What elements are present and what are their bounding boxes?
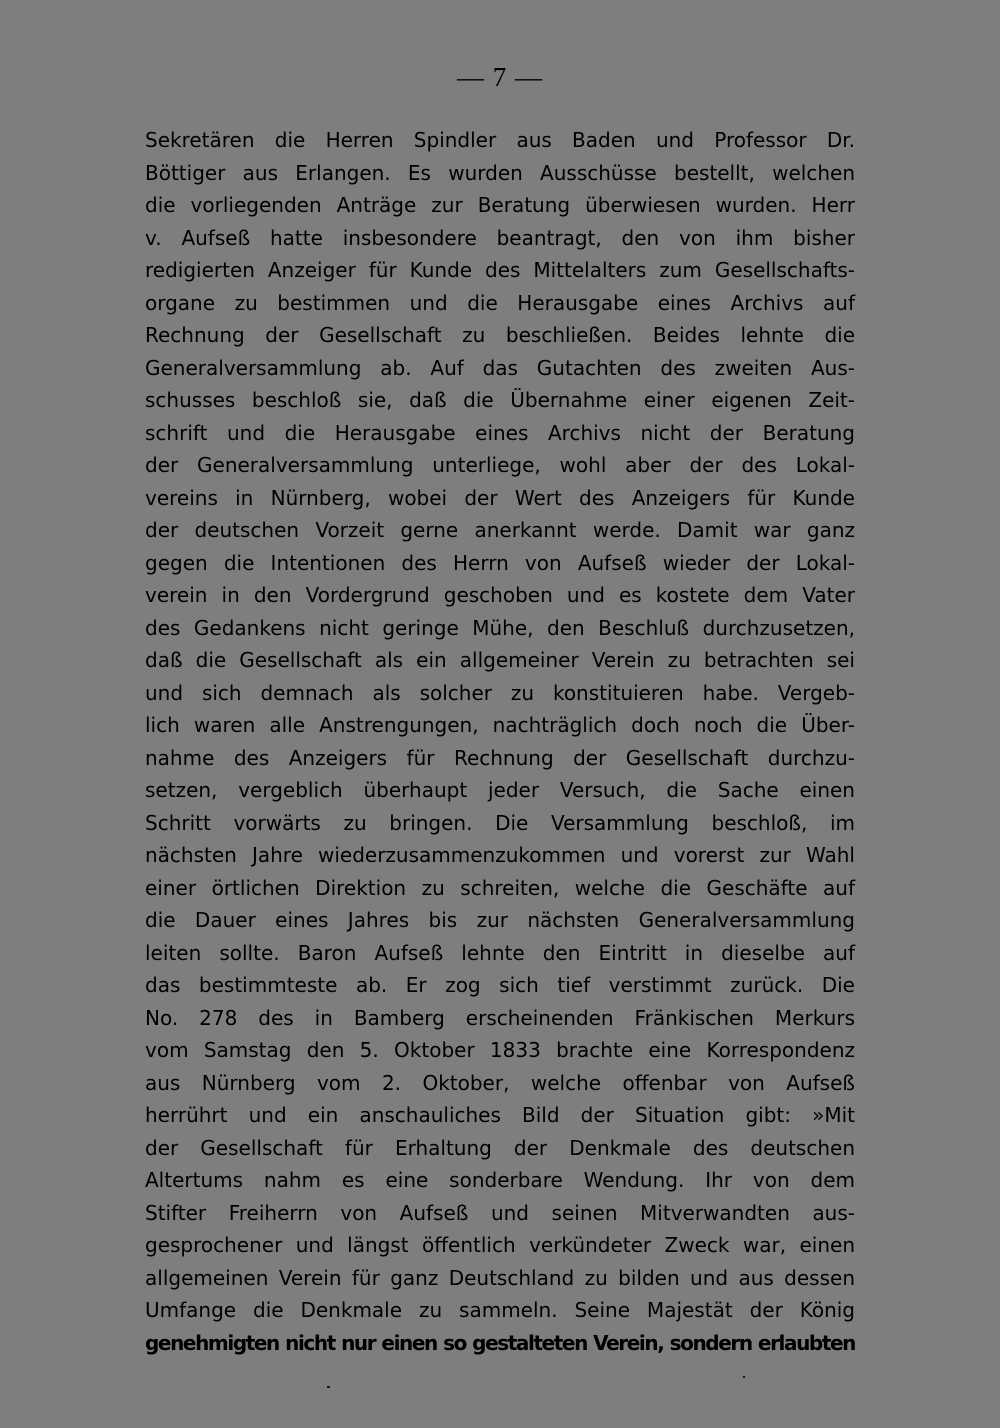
text-line: lich waren alle Anstrengungen, nachträglich doch noch die Über- bbox=[145, 713, 855, 737]
text-line: Sekretären die Herren Spindler aus Baden und Professor Dr. bbox=[145, 128, 855, 152]
text-line: Schritt vorwärts zu bringen. Die Versammlung beschloß, im bbox=[145, 810, 855, 835]
text-line: vom Samstag den 5. Oktober 1833 brachte eine Korrespondenz bbox=[145, 1038, 855, 1062]
page-number: — 7 — bbox=[457, 62, 543, 92]
text-line: des Gedankens nicht geringe Mühe, den Beschluß durchzusetzen, bbox=[145, 615, 855, 640]
text-line: Böttiger aus Erlangen. Es wurden Ausschüsse bestellt, welchen bbox=[145, 160, 855, 185]
text-line: die Dauer eines Jahres bis zur nächsten Generalversammlung bbox=[145, 908, 855, 932]
text-line: nahme des Anzeigers für Rechnung der Gesellschaft durchzu- bbox=[145, 745, 855, 770]
text-line: daß die Gesellschaft als ein allgemeiner Verein zu betrachten sei bbox=[145, 648, 855, 672]
text-line: die vorliegenden Anträge zur Beratung überwiesen wurden. Herr bbox=[145, 193, 855, 217]
text-line: gesprochener und längst öffentlich verkündeter Zweck war, einen bbox=[145, 1233, 855, 1257]
text-line: Stifter Freiherrn von Aufseß und seinen Mitverwandten aus- bbox=[145, 1200, 855, 1225]
text-line: schrift und die Herausgabe eines Archivs nicht der Beratung bbox=[145, 420, 855, 445]
text-line: Rechnung der Gesellschaft zu beschließen. Beides lehnte die bbox=[145, 323, 855, 347]
scan-speck bbox=[743, 1376, 745, 1378]
text-line: herrührt und ein anschauliches Bild der Situation gibt: »Mit bbox=[145, 1103, 855, 1127]
text-line: der Generalversammlung unterliege, wohl aber der des Lokal- bbox=[145, 453, 855, 477]
text-line: Umfange die Denkmale zu sammeln. Seine Majestät der König bbox=[145, 1298, 855, 1322]
text-line: setzen, vergeblich überhaupt jeder Versuch, die Sache einen bbox=[145, 778, 855, 802]
text-line: aus Nürnberg vom 2. Oktober, welche offenbar von Aufseß bbox=[145, 1070, 855, 1095]
text-line: schusses beschloß sie, daß die Übernahme einer eigenen Zeit- bbox=[145, 388, 855, 412]
text-line: No. 278 des in Bamberg erscheinenden Fränkischen Merkurs bbox=[145, 1005, 855, 1030]
text-line: Generalversammlung ab. Auf das Gutachten des zweiten Aus- bbox=[145, 355, 855, 380]
text-line: nächsten Jahre wiederzusammenzukommen und vorerst zur Wahl bbox=[145, 843, 855, 867]
scan-speck bbox=[327, 1386, 330, 1388]
text-line: allgemeinen Verein für ganz Deutschland zu bilden und aus dessen bbox=[145, 1265, 855, 1290]
text-line: gegen die Intentionen des Herrn von Aufseß wieder der Lokal- bbox=[145, 550, 855, 575]
text-line: genehmigten nicht nur einen so gestalteten Verein, sondern erlaubten bbox=[145, 1330, 855, 1355]
text-line: einer örtlichen Direktion zu schreiten, welche die Geschäfte auf bbox=[145, 875, 855, 900]
text-line: organe zu bestimmen und die Herausgabe eines Archivs auf bbox=[145, 290, 855, 315]
text-line: Altertums nahm es eine sonderbare Wendung. Ihr von dem bbox=[145, 1168, 855, 1192]
text-line: und sich demnach als solcher zu konstituieren habe. Vergeb- bbox=[145, 680, 855, 705]
body-text bbox=[145, 124, 855, 1359]
text-line: vereins in Nürnberg, wobei der Wert des Anzeigers für Kunde bbox=[145, 485, 855, 510]
text-line: v. Aufseß hatte insbesondere beantragt, den von ihm bisher bbox=[145, 225, 855, 250]
text-line: leiten sollte. Baron Aufseß lehnte den Eintritt in dieselbe auf bbox=[145, 940, 855, 965]
text-line: verein in den Vordergrund geschoben und es kostete dem Vater bbox=[145, 583, 855, 607]
text-line: der deutschen Vorzeit gerne anerkannt werde. Damit war ganz bbox=[145, 518, 855, 542]
text-line: das bestimmteste ab. Er zog sich tief verstimmt zurück. Die bbox=[145, 973, 855, 997]
text-line: der Gesellschaft für Erhaltung der Denkmale des deutschen bbox=[145, 1135, 855, 1160]
text-line: redigierten Anzeiger für Kunde des Mittelalters zum Gesellschafts- bbox=[145, 258, 855, 282]
